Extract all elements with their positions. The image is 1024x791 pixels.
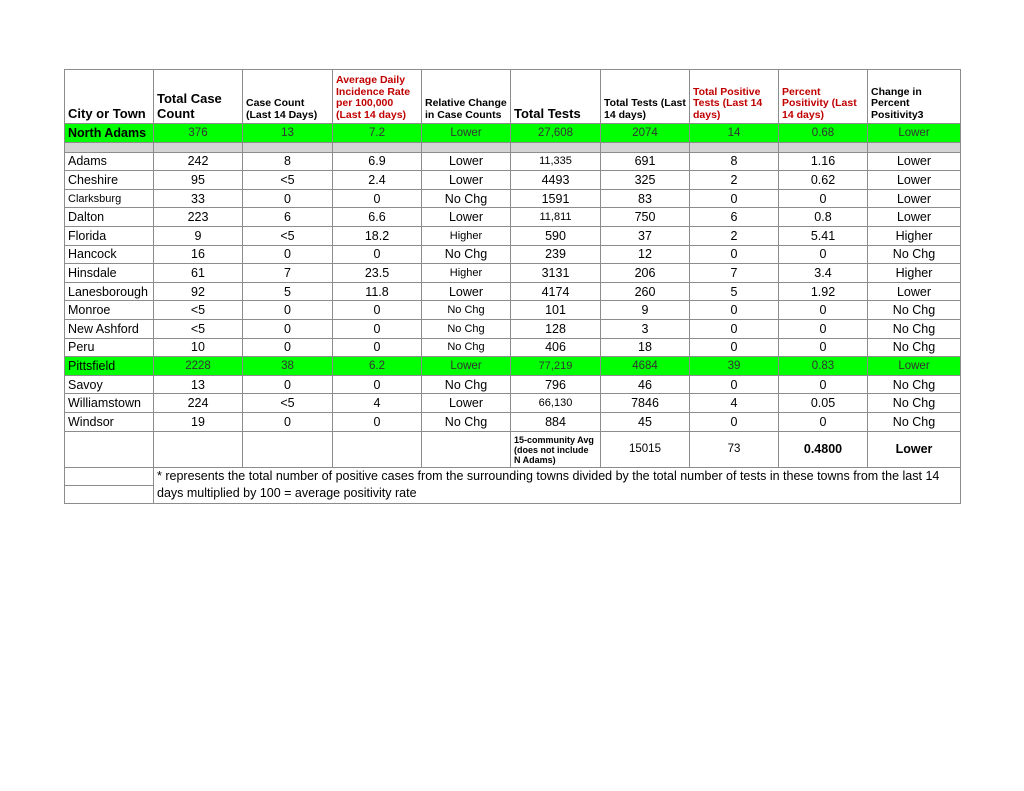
cell: 0 (690, 338, 779, 357)
header-total-tests: Total Tests (511, 70, 601, 124)
empty-cell (422, 431, 511, 467)
cell: 0 (690, 319, 779, 338)
cell: 1591 (511, 189, 601, 208)
header-change-positivity: Change in Percent Positivity3 (868, 70, 961, 124)
cell-city: Pittsfield (65, 357, 154, 376)
cell: 2228 (154, 357, 243, 376)
empty-cell (333, 431, 422, 467)
cell: 0.83 (779, 357, 868, 376)
cell: 0 (333, 301, 422, 320)
cell-city: Hancock (65, 245, 154, 264)
cell: 128 (511, 319, 601, 338)
cell: 0 (333, 412, 422, 431)
cell-city: Dalton (65, 208, 154, 227)
cell-city: Peru (65, 338, 154, 357)
cell: No Chg (868, 394, 961, 413)
table-row-north-adams (65, 124, 961, 143)
cell: 7846 (601, 394, 690, 413)
cell: 0 (243, 189, 333, 208)
cell: No Chg (868, 319, 961, 338)
cell: 45 (601, 412, 690, 431)
cell: 0.68 (779, 124, 868, 143)
cell: Lower (868, 171, 961, 190)
cell: 12 (601, 245, 690, 264)
cell: 2.4 (333, 171, 422, 190)
cell-city: North Adams (65, 124, 154, 143)
table-row (65, 208, 961, 227)
cell: 23.5 (333, 264, 422, 283)
cell: Lower (422, 124, 511, 143)
cell: 3 (601, 319, 690, 338)
cell: 33 (154, 189, 243, 208)
cell: Higher (868, 226, 961, 245)
cell-city: Adams (65, 152, 154, 171)
table-row (65, 319, 961, 338)
cell: 0.62 (779, 171, 868, 190)
header-row (65, 70, 961, 124)
table-row (65, 338, 961, 357)
cell-city: Windsor (65, 412, 154, 431)
cell: 77,219 (511, 357, 601, 376)
cell: No Chg (422, 301, 511, 320)
cell-city: Florida (65, 226, 154, 245)
cell: 0 (243, 319, 333, 338)
cell: 206 (601, 264, 690, 283)
cell: 2074 (601, 124, 690, 143)
empty-cell (65, 431, 154, 467)
cell: 9 (154, 226, 243, 245)
header-city: City or Town (65, 70, 154, 124)
cell: 0 (243, 375, 333, 394)
empty-cell (65, 467, 154, 485)
cell: 8 (690, 152, 779, 171)
cell: Lower (868, 282, 961, 301)
summary-change: Lower (868, 431, 961, 467)
table-row (65, 171, 961, 190)
cell: 46 (601, 375, 690, 394)
empty-cell (154, 431, 243, 467)
cell: 16 (154, 245, 243, 264)
cell: 11,335 (511, 152, 601, 171)
cell: 7 (243, 264, 333, 283)
cell: 223 (154, 208, 243, 227)
cell: 0 (690, 301, 779, 320)
cell: No Chg (422, 338, 511, 357)
cell: 0 (779, 412, 868, 431)
cell: 0 (779, 375, 868, 394)
summary-row (65, 431, 961, 467)
cell-city: Cheshire (65, 171, 154, 190)
cell: 10 (154, 338, 243, 357)
cell: 9 (601, 301, 690, 320)
cell: 7.2 (333, 124, 422, 143)
cell: Higher (868, 264, 961, 283)
cell: 0 (243, 338, 333, 357)
cell: 6.9 (333, 152, 422, 171)
header-total-positive-14: Total Positive Tests (Last 14 days) (690, 70, 779, 124)
cell: 239 (511, 245, 601, 264)
cell: 0 (690, 189, 779, 208)
cell-city: Clarksburg (65, 189, 154, 208)
summary-positive-14: 73 (690, 431, 779, 467)
cell: 39 (690, 357, 779, 376)
cell: No Chg (422, 245, 511, 264)
cell: 0 (690, 245, 779, 264)
cell: No Chg (868, 338, 961, 357)
cell: 0 (243, 245, 333, 264)
cell: 6 (690, 208, 779, 227)
table-row (65, 301, 961, 320)
cell: 0 (779, 189, 868, 208)
cell: Lower (422, 152, 511, 171)
cell: 0 (779, 319, 868, 338)
cell: 0 (333, 338, 422, 357)
cell: 6.2 (333, 357, 422, 376)
cell: 101 (511, 301, 601, 320)
cell: Lower (868, 208, 961, 227)
cell-city: Hinsdale (65, 264, 154, 283)
cell: 3131 (511, 264, 601, 283)
cell: 242 (154, 152, 243, 171)
cell: 5 (243, 282, 333, 301)
table-row (65, 412, 961, 431)
table-row (65, 394, 961, 413)
cell: Lower (422, 394, 511, 413)
header-percent-positivity: Percent Positivity (Last 14 days) (779, 70, 868, 124)
summary-label: 15-community Avg (does not include N Adams) (511, 431, 601, 467)
cell: 590 (511, 226, 601, 245)
cell: No Chg (868, 375, 961, 394)
cell: 325 (601, 171, 690, 190)
table-row (65, 152, 961, 171)
footnote-text: * represents the total number of positive cases from the surrounding towns divided by the total number of tests in these towns from the last 14 days multiplied by 100 = average positivity rate (154, 467, 961, 503)
cell: 0 (333, 375, 422, 394)
cell: 0.8 (779, 208, 868, 227)
summary-positivity: 0.4800 (779, 431, 868, 467)
cell: 376 (154, 124, 243, 143)
cell: 0 (690, 412, 779, 431)
cell-city: New Ashford (65, 319, 154, 338)
header-total-case-count: Total Case Count (154, 70, 243, 124)
cell: 13 (154, 375, 243, 394)
cell: 6 (243, 208, 333, 227)
cell: 0.05 (779, 394, 868, 413)
cell: <5 (154, 319, 243, 338)
cell-city: Savoy (65, 375, 154, 394)
cell: 0 (333, 189, 422, 208)
table-row (65, 264, 961, 283)
cell: 2 (690, 226, 779, 245)
table-row (65, 375, 961, 394)
header-relative-change: Relative Change in Case Counts (422, 70, 511, 124)
cell: No Chg (422, 319, 511, 338)
cell: 4174 (511, 282, 601, 301)
cell: 0 (779, 245, 868, 264)
cell: 0 (690, 375, 779, 394)
cell: No Chg (868, 301, 961, 320)
cell: <5 (154, 301, 243, 320)
cell: Lower (422, 282, 511, 301)
cell: 7 (690, 264, 779, 283)
cell: 224 (154, 394, 243, 413)
cell: 4 (690, 394, 779, 413)
cell: No Chg (422, 375, 511, 394)
summary-tests-14: 15015 (601, 431, 690, 467)
cell: 37 (601, 226, 690, 245)
cell: 0 (779, 338, 868, 357)
cell: 260 (601, 282, 690, 301)
cell: <5 (243, 171, 333, 190)
cell-city: Williamstown (65, 394, 154, 413)
separator-row (65, 142, 961, 152)
cell: 11,811 (511, 208, 601, 227)
table-row (65, 282, 961, 301)
cell: No Chg (868, 412, 961, 431)
cell: No Chg (422, 412, 511, 431)
cell: 95 (154, 171, 243, 190)
cell: 0 (333, 319, 422, 338)
cell-city: Monroe (65, 301, 154, 320)
table-row (65, 189, 961, 208)
footnote-row (65, 467, 961, 485)
cell: Lower (868, 357, 961, 376)
cell: 27,608 (511, 124, 601, 143)
cell: 19 (154, 412, 243, 431)
cell: 4 (333, 394, 422, 413)
cell: 92 (154, 282, 243, 301)
cell: 5 (690, 282, 779, 301)
cell: 2 (690, 171, 779, 190)
cell: 6.6 (333, 208, 422, 227)
cell: 13 (243, 124, 333, 143)
cell: Lower (868, 189, 961, 208)
cell: No Chg (422, 189, 511, 208)
cell: 750 (601, 208, 690, 227)
cell: 0 (243, 412, 333, 431)
cell: 796 (511, 375, 601, 394)
cell: Lower (868, 124, 961, 143)
cell: 0 (243, 301, 333, 320)
header-total-tests-14: Total Tests (Last 14 days) (601, 70, 690, 124)
cell: 4684 (601, 357, 690, 376)
covid-data-table (64, 69, 961, 504)
cell: <5 (243, 394, 333, 413)
header-avg-daily-incidence: Average Daily Incidence Rate per 100,000 (Last 14 days) (333, 70, 422, 124)
cell: 38 (243, 357, 333, 376)
cell: 11.8 (333, 282, 422, 301)
cell: Lower (422, 171, 511, 190)
cell: 4493 (511, 171, 601, 190)
cell: 18 (601, 338, 690, 357)
cell: Lower (422, 357, 511, 376)
cell: 18.2 (333, 226, 422, 245)
cell: Higher (422, 226, 511, 245)
cell: 3.4 (779, 264, 868, 283)
cell: 0 (779, 301, 868, 320)
cell: 406 (511, 338, 601, 357)
cell-city: Lanesborough (65, 282, 154, 301)
cell: 83 (601, 189, 690, 208)
cell: No Chg (868, 245, 961, 264)
cell: 1.16 (779, 152, 868, 171)
cell: 61 (154, 264, 243, 283)
empty-cell (243, 431, 333, 467)
header-case-count-14: Case Count (Last 14 Days) (243, 70, 333, 124)
cell: Lower (422, 208, 511, 227)
table-row (65, 226, 961, 245)
cell: 8 (243, 152, 333, 171)
cell: 1.92 (779, 282, 868, 301)
table-row (65, 245, 961, 264)
cell: 0 (333, 245, 422, 264)
cell: 5.41 (779, 226, 868, 245)
cell: 691 (601, 152, 690, 171)
cell: Higher (422, 264, 511, 283)
empty-cell (65, 485, 154, 503)
cell: 14 (690, 124, 779, 143)
cell: <5 (243, 226, 333, 245)
table-row (65, 357, 961, 376)
cell: 884 (511, 412, 601, 431)
cell: Lower (868, 152, 961, 171)
cell: 66,130 (511, 394, 601, 413)
